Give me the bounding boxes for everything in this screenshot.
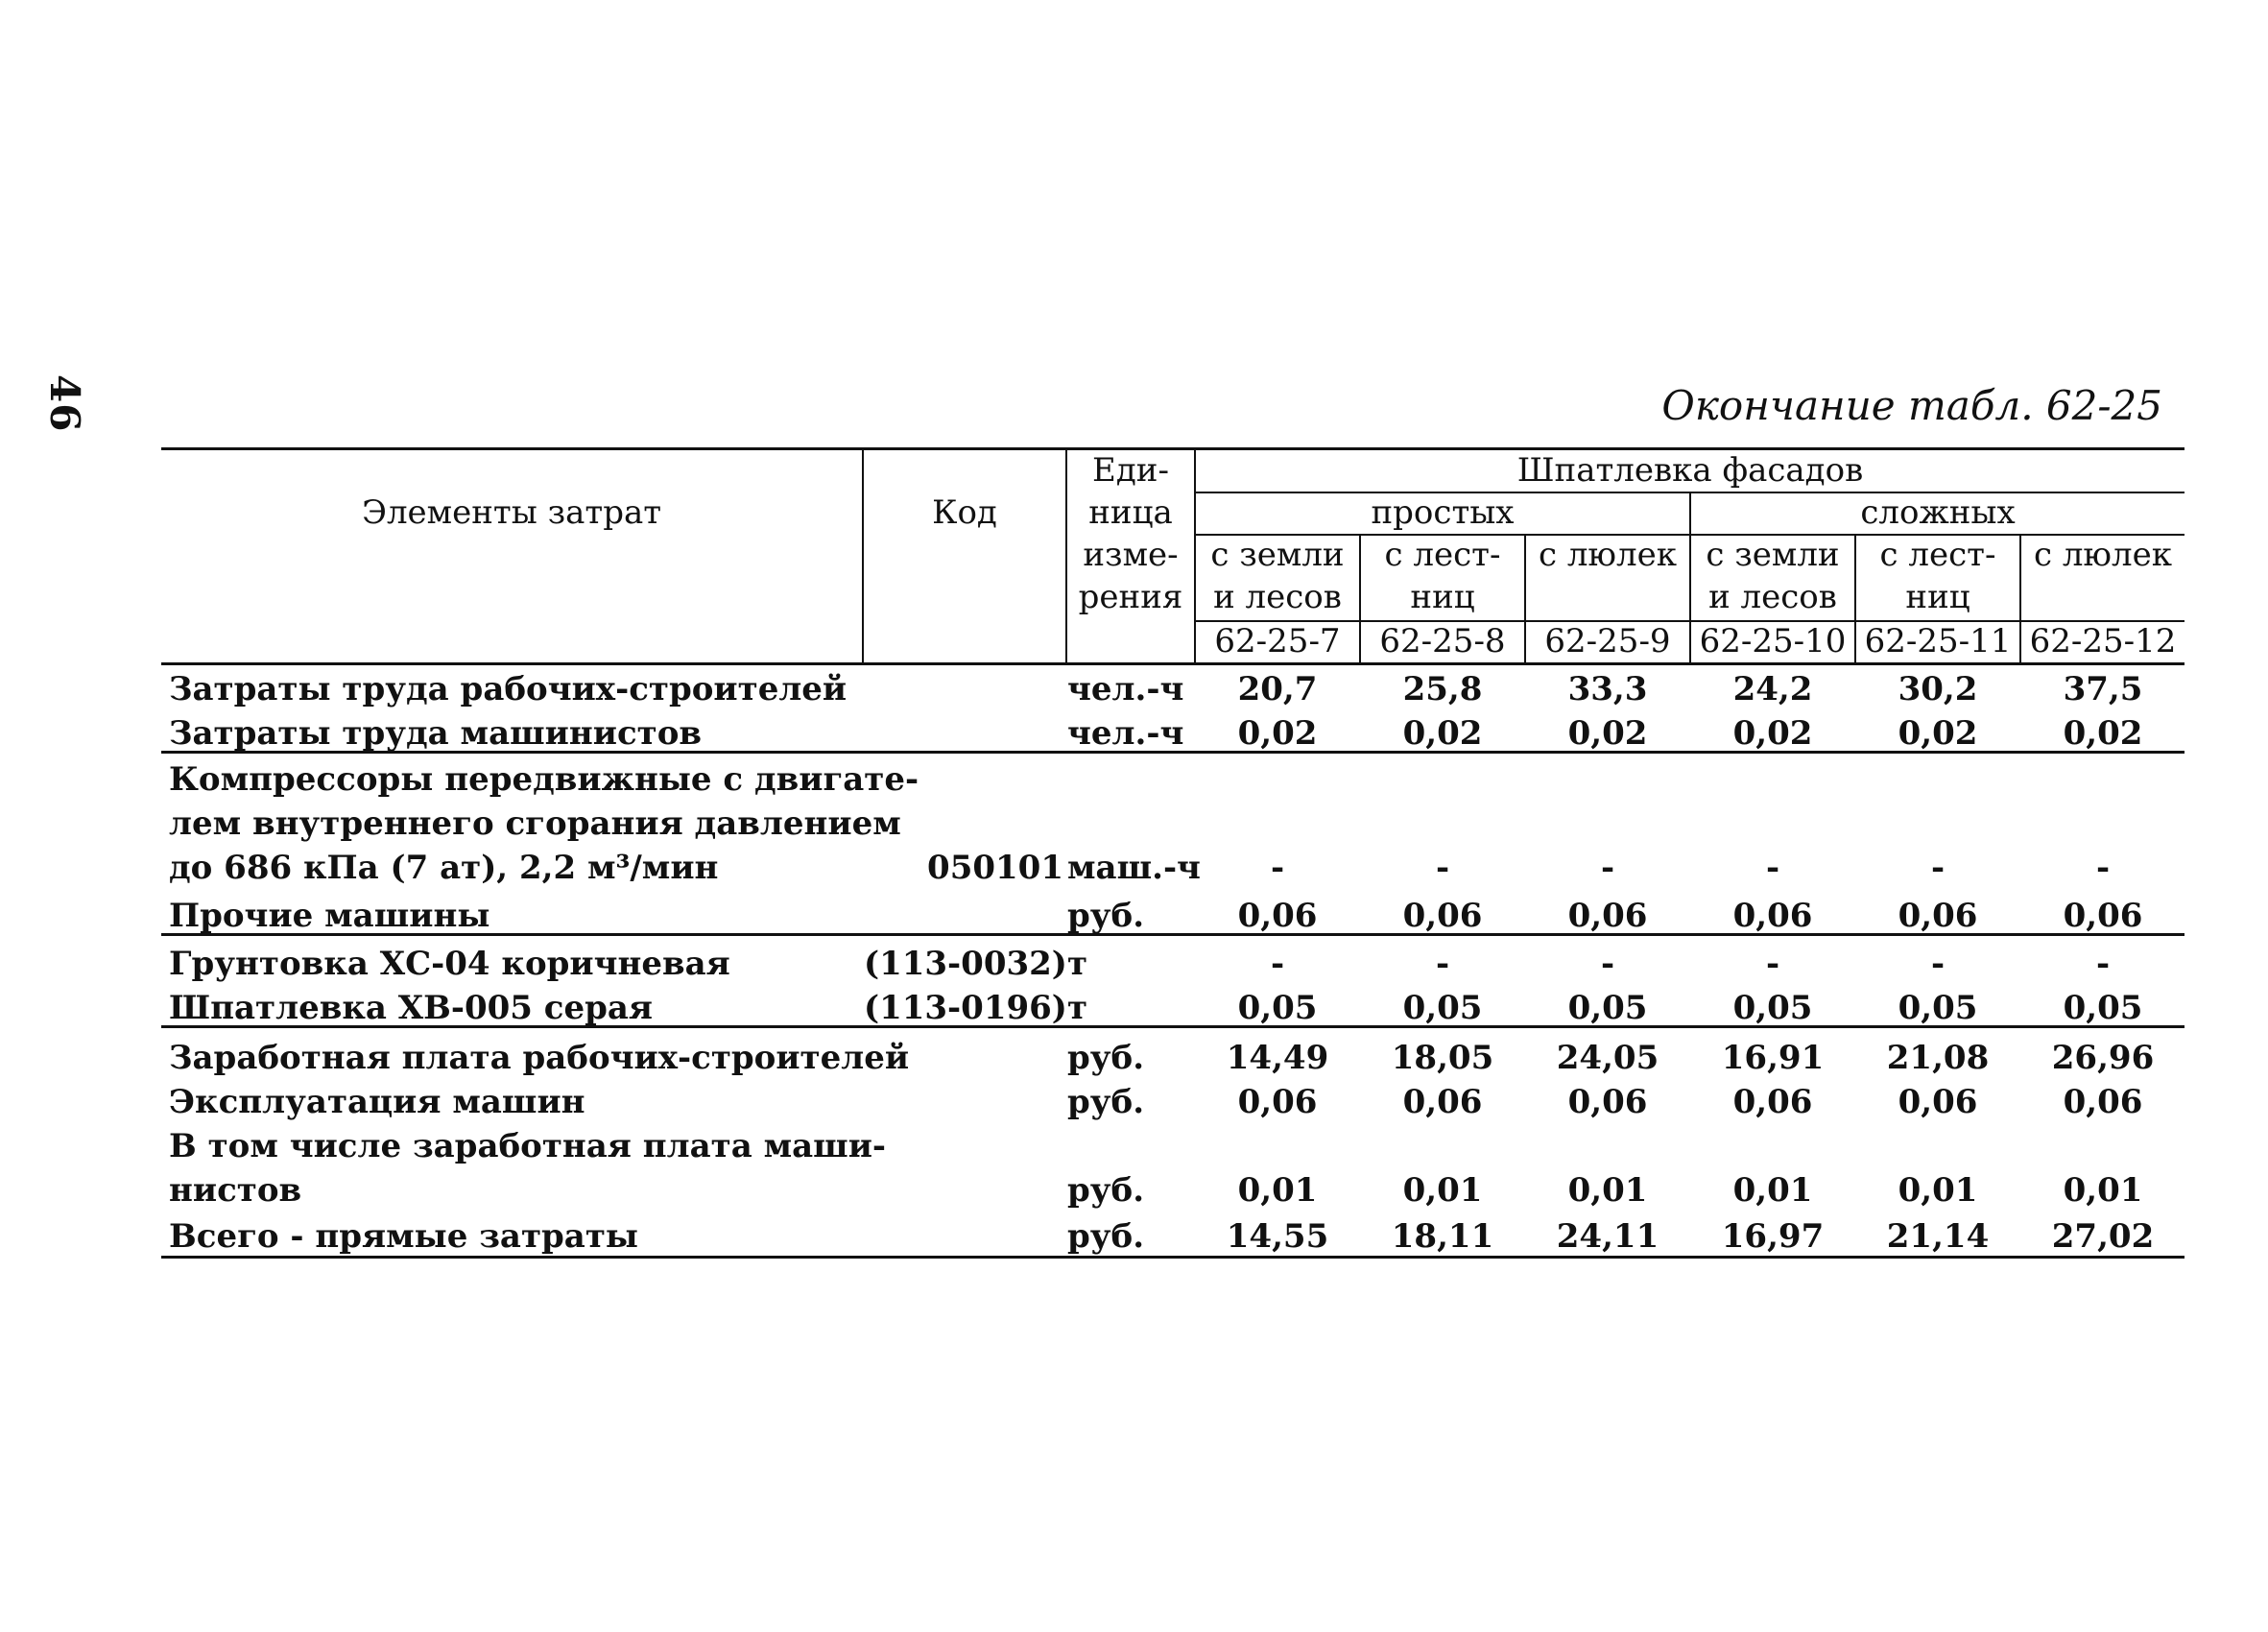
row-value: 0,02 [1567,714,1648,753]
header-col-code: 62-25-7 [1214,622,1341,660]
header-col-code: 62-25-9 [1544,622,1671,660]
row-value: 26,96 [2051,1039,2155,1077]
row-value: - [1435,849,1450,887]
row-value: 0,01 [1732,1171,1813,1210]
row-value: 18,05 [1391,1039,1494,1077]
row-unit: руб. [1067,897,1145,935]
row-label: Затраты труда рабочих-строителей [169,670,848,708]
row-unit: чел.-ч [1067,670,1184,708]
row-label: Компрессоры передвижные с двигате- [169,760,919,799]
row-label: Всего - прямые затраты [169,1217,638,1256]
row-label: нистов [169,1171,302,1210]
row-label: до 686 кПа (7 ат), 2,2 м³/мин [169,849,719,887]
header-col-code: 62-25-10 [1699,622,1847,660]
rule-header-bottom [161,662,2184,665]
row-value: 0,02 [2063,714,2143,753]
row-value: 37,5 [2063,670,2143,708]
row-label: Эксплуатация машин [169,1083,585,1121]
row-value: - [2095,945,2111,983]
header-col-code: 62-25-11 [1864,622,2012,660]
header-code: Код [932,493,997,532]
row-code: (113-0032) [864,945,1067,983]
row-value: 0,06 [1732,1083,1813,1121]
row-value: 0,01 [1567,1171,1648,1210]
row-label: Прочие машины [169,897,490,935]
row-label: Заработная плата рабочих-строителей [169,1039,910,1077]
row-value: 0,01 [1402,1171,1483,1210]
row-value: - [1765,849,1780,887]
row-unit: т [1067,989,1088,1027]
row-value: 33,3 [1567,670,1648,708]
header-unit-line: ница [1088,493,1173,532]
row-value: - [1600,945,1615,983]
row-label: Затраты труда машинистов [169,714,703,753]
header-col-line1: с земли [1706,536,1840,574]
row-value: - [1270,945,1285,983]
row-value: - [1435,945,1450,983]
row-value: 0,01 [1237,1171,1318,1210]
header-unit-line: рения [1078,578,1183,616]
row-value: 25,8 [1402,670,1483,708]
header-col-line2: и лесов [1213,578,1342,616]
vrule-code-left [862,447,864,662]
header-col-code: 62-25-12 [2029,622,2177,660]
header-unit-line: Еди- [1092,451,1169,490]
row-label: Грунтовка ХС-04 коричневая [169,945,730,983]
row-label: Шпатлевка ХВ-005 серая [169,989,654,1027]
row-unit: т [1067,945,1088,983]
header-col-line2: и лесов [1708,578,1837,616]
row-unit: руб. [1067,1171,1145,1210]
row-value: 0,05 [2063,989,2143,1027]
row-value: 0,01 [2063,1171,2143,1210]
row-value: 0,06 [1237,1083,1318,1121]
table-caption: Окончание табл. 62-25 [1661,382,2162,429]
row-value: 0,02 [1898,714,1978,753]
header-unit-line: изме- [1083,536,1179,574]
header-elements: Элементы затрат [361,493,662,532]
header-col-line2: ниц [1410,578,1475,616]
row-code: 050101 [927,849,1063,887]
row-label: В том числе заработная плата маши- [169,1127,887,1165]
row-value: 16,91 [1721,1039,1825,1077]
row-code: (113-0196) [864,989,1067,1027]
row-value: 0,02 [1732,714,1813,753]
header-subgroup-simple: простых [1371,493,1515,532]
header-col-line1: с лест- [1879,536,1996,574]
row-value: 14,49 [1226,1039,1329,1077]
row-value: - [1765,945,1780,983]
row-value: 0,01 [1898,1171,1978,1210]
row-value: 20,7 [1237,670,1318,708]
row-unit: руб. [1067,1083,1145,1121]
row-value: 16,97 [1721,1217,1825,1256]
row-value: 0,05 [1732,989,1813,1027]
row-unit: руб. [1067,1217,1145,1256]
row-value: 0,06 [1402,1083,1483,1121]
row-value: - [2095,849,2111,887]
row-label: лем внутреннего сгорания давлением [169,804,901,843]
row-value: 30,2 [1898,670,1978,708]
row-value: 0,06 [1567,897,1648,935]
row-value: 21,14 [1886,1217,1990,1256]
page-number: 46 [41,374,88,433]
header-col-line1: с люлек [2033,536,2173,574]
row-value: 0,05 [1567,989,1648,1027]
header-col-code: 62-25-8 [1379,622,1506,660]
row-value: 24,11 [1556,1217,1659,1256]
row-unit: чел.-ч [1067,714,1184,753]
row-value: 0,06 [2063,897,2143,935]
row-value: 24,05 [1556,1039,1659,1077]
row-value: 0,06 [1567,1083,1648,1121]
row-value: 0,02 [1237,714,1318,753]
row-value: 0,05 [1402,989,1483,1027]
row-value: - [1600,849,1615,887]
row-value: 0,06 [2063,1083,2143,1121]
row-value: 0,02 [1402,714,1483,753]
header-col-line2: ниц [1905,578,1970,616]
header-col-line1: с земли [1210,536,1345,574]
row-value: 24,2 [1732,670,1813,708]
row-value: 0,05 [1898,989,1978,1027]
header-col-line1: с лест- [1384,536,1501,574]
row-value: 0,06 [1732,897,1813,935]
row-value: 0,06 [1898,1083,1978,1121]
row-value: 21,08 [1886,1039,1990,1077]
row-value: 0,05 [1237,989,1318,1027]
row-value: 0,06 [1237,897,1318,935]
row-unit: руб. [1067,1039,1145,1077]
row-value: - [1930,945,1946,983]
row-value: - [1930,849,1946,887]
row-value: 14,55 [1226,1217,1329,1256]
header-col-line1: с люлек [1538,536,1678,574]
row-value: 18,11 [1391,1217,1494,1256]
row-unit: маш.-ч [1067,849,1201,887]
row-value: - [1270,849,1285,887]
header-subgroup-complex: сложных [1860,493,2016,532]
row-value: 0,06 [1402,897,1483,935]
header-group: Шпатлевка фасадов [1516,451,1864,490]
row-value: 27,02 [2051,1217,2155,1256]
row-value: 0,06 [1898,897,1978,935]
